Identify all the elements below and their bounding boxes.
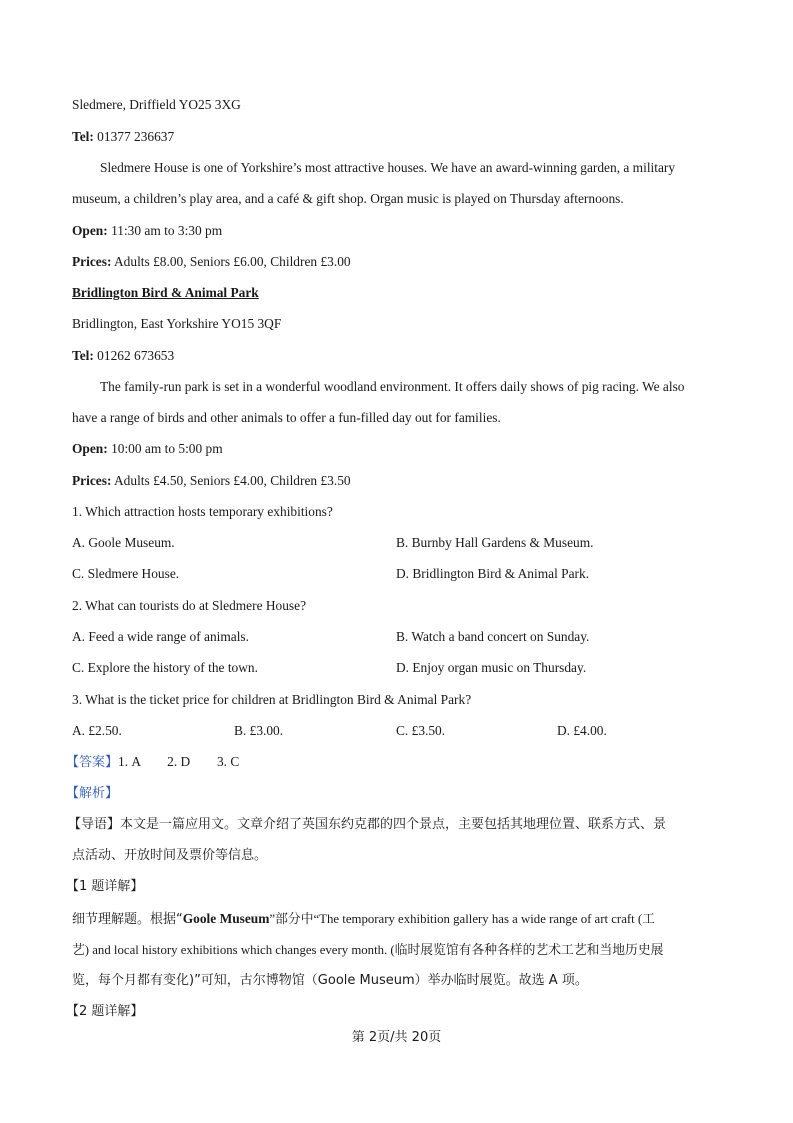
prices-value: Adults £4.50, Seniors £4.00, Children £3.50 — [111, 473, 351, 488]
question-2-options-row-2 — [72, 659, 722, 677]
option-b: B. £3.00. — [234, 723, 284, 738]
tel-label: Tel: — [72, 129, 94, 144]
question-2-options-row-1 — [72, 628, 722, 646]
prices-label: Prices: — [72, 254, 112, 269]
bridlington-tel — [72, 347, 722, 365]
sledmere-open — [72, 222, 722, 240]
answer-line — [66, 753, 716, 772]
answer-tag: 【答案】 — [66, 755, 119, 770]
option-c: C. Explore the history of the town. — [72, 660, 258, 675]
detail-2-heading: 【2 题详解】 — [66, 1004, 144, 1019]
sledmere-address: Sledmere, Driffield YO25 3XG — [72, 97, 241, 112]
option-a: A. Goole Museum. — [72, 535, 175, 550]
sledmere-prices — [72, 253, 722, 271]
open-label: Open: — [72, 441, 108, 456]
option-a: A. Feed a wide range of animals. — [72, 629, 249, 644]
guide-line-1: 【导语】本文是一篇应用文。文章介绍了英国东约克郡的四个景点，主要包括其地理位置、联系方式、景 — [68, 817, 667, 832]
tel-value: 01377 236637 — [93, 129, 175, 144]
option-c: C. £3.50. — [396, 723, 446, 738]
detail-1-bold: Goole Museum — [182, 911, 270, 926]
option-b: B. Burnby Hall Gardens & Museum. — [396, 535, 594, 550]
guide-line-2: 点活动、开放时间及票价等信息。 — [72, 848, 268, 863]
question-1-options-row-2 — [72, 565, 722, 583]
detail-1-heading: 【1 题详解】 — [66, 879, 144, 894]
bridlington-open — [72, 440, 722, 458]
detail-1-post: ”部分中“The temporary exhibition gallery has a wide range of art craft (工 — [269, 912, 655, 926]
question-1-options-row-1 — [72, 534, 722, 552]
tel-value: 01262 673653 — [93, 348, 175, 363]
open-value: 10:00 am to 5:00 pm — [107, 441, 223, 456]
answer-text: 1. A 2. D 3. C — [118, 754, 240, 769]
analysis-tag — [66, 784, 716, 803]
detail-1-line-1 — [72, 910, 722, 929]
option-d: D. Bridlington Bird & Animal Park. — [396, 566, 590, 581]
prices-label: Prices: — [72, 473, 112, 488]
analysis-tag-label: 【解析】 — [66, 786, 119, 801]
tel-label: Tel: — [72, 348, 94, 363]
sledmere-tel — [72, 128, 722, 146]
detail-1-line-2: 艺) and local history exhibitions which changes every month. (临时展览馆有各种各样的艺术工艺和当地历史展 — [72, 943, 664, 957]
open-value: 11:30 am to 3:30 pm — [107, 223, 223, 238]
prices-value: Adults £8.00, Seniors £6.00, Children £3.00 — [111, 254, 351, 269]
bridlington-desc-2: have a range of birds and other animals to offer a fun-filled day out for families. — [72, 410, 501, 425]
bridlington-prices — [72, 472, 722, 490]
option-d: D. £4.00. — [557, 723, 607, 738]
option-c: C. Sledmere House. — [72, 566, 180, 581]
question-2-stem: 2. What can tourists do at Sledmere House? — [72, 598, 307, 613]
page-footer: 第 2页/共 20页 — [351, 1030, 442, 1045]
detail-1-line-3: 览，每个月都有变化)”可知，古尔博物馆（Goole Museum）举办临时展览。故选 A 项。 — [72, 973, 588, 988]
option-b: B. Watch a band concert on Sunday. — [396, 629, 590, 644]
open-label: Open: — [72, 223, 108, 238]
bridlington-desc-1: The family-run park is set in a wonderful woodland environment. It offers daily shows of pig racing. We also — [100, 379, 685, 394]
sledmere-desc-1: Sledmere House is one of Yorkshire’s most attractive houses. We have an award-winning garden, a military — [100, 160, 676, 175]
option-a: A. £2.50. — [72, 723, 122, 738]
option-d: D. Enjoy organ music on Thursday. — [396, 660, 587, 675]
question-3-stem: 3. What is the ticket price for children at Bridlington Bird & Animal Park? — [72, 692, 472, 707]
bridlington-address: Bridlington, East Yorkshire YO15 3QF — [72, 316, 282, 331]
bridlington-title: Bridlington Bird & Animal Park — [72, 285, 259, 300]
sledmere-desc-2: museum, a children’s play area, and a café & gift shop. Organ music is played on Thursday afternoons. — [72, 191, 624, 206]
question-1-stem: 1. Which attraction hosts temporary exhibitions? — [72, 504, 333, 519]
detail-1-pre: 细节理解题。根据“ — [72, 912, 183, 927]
